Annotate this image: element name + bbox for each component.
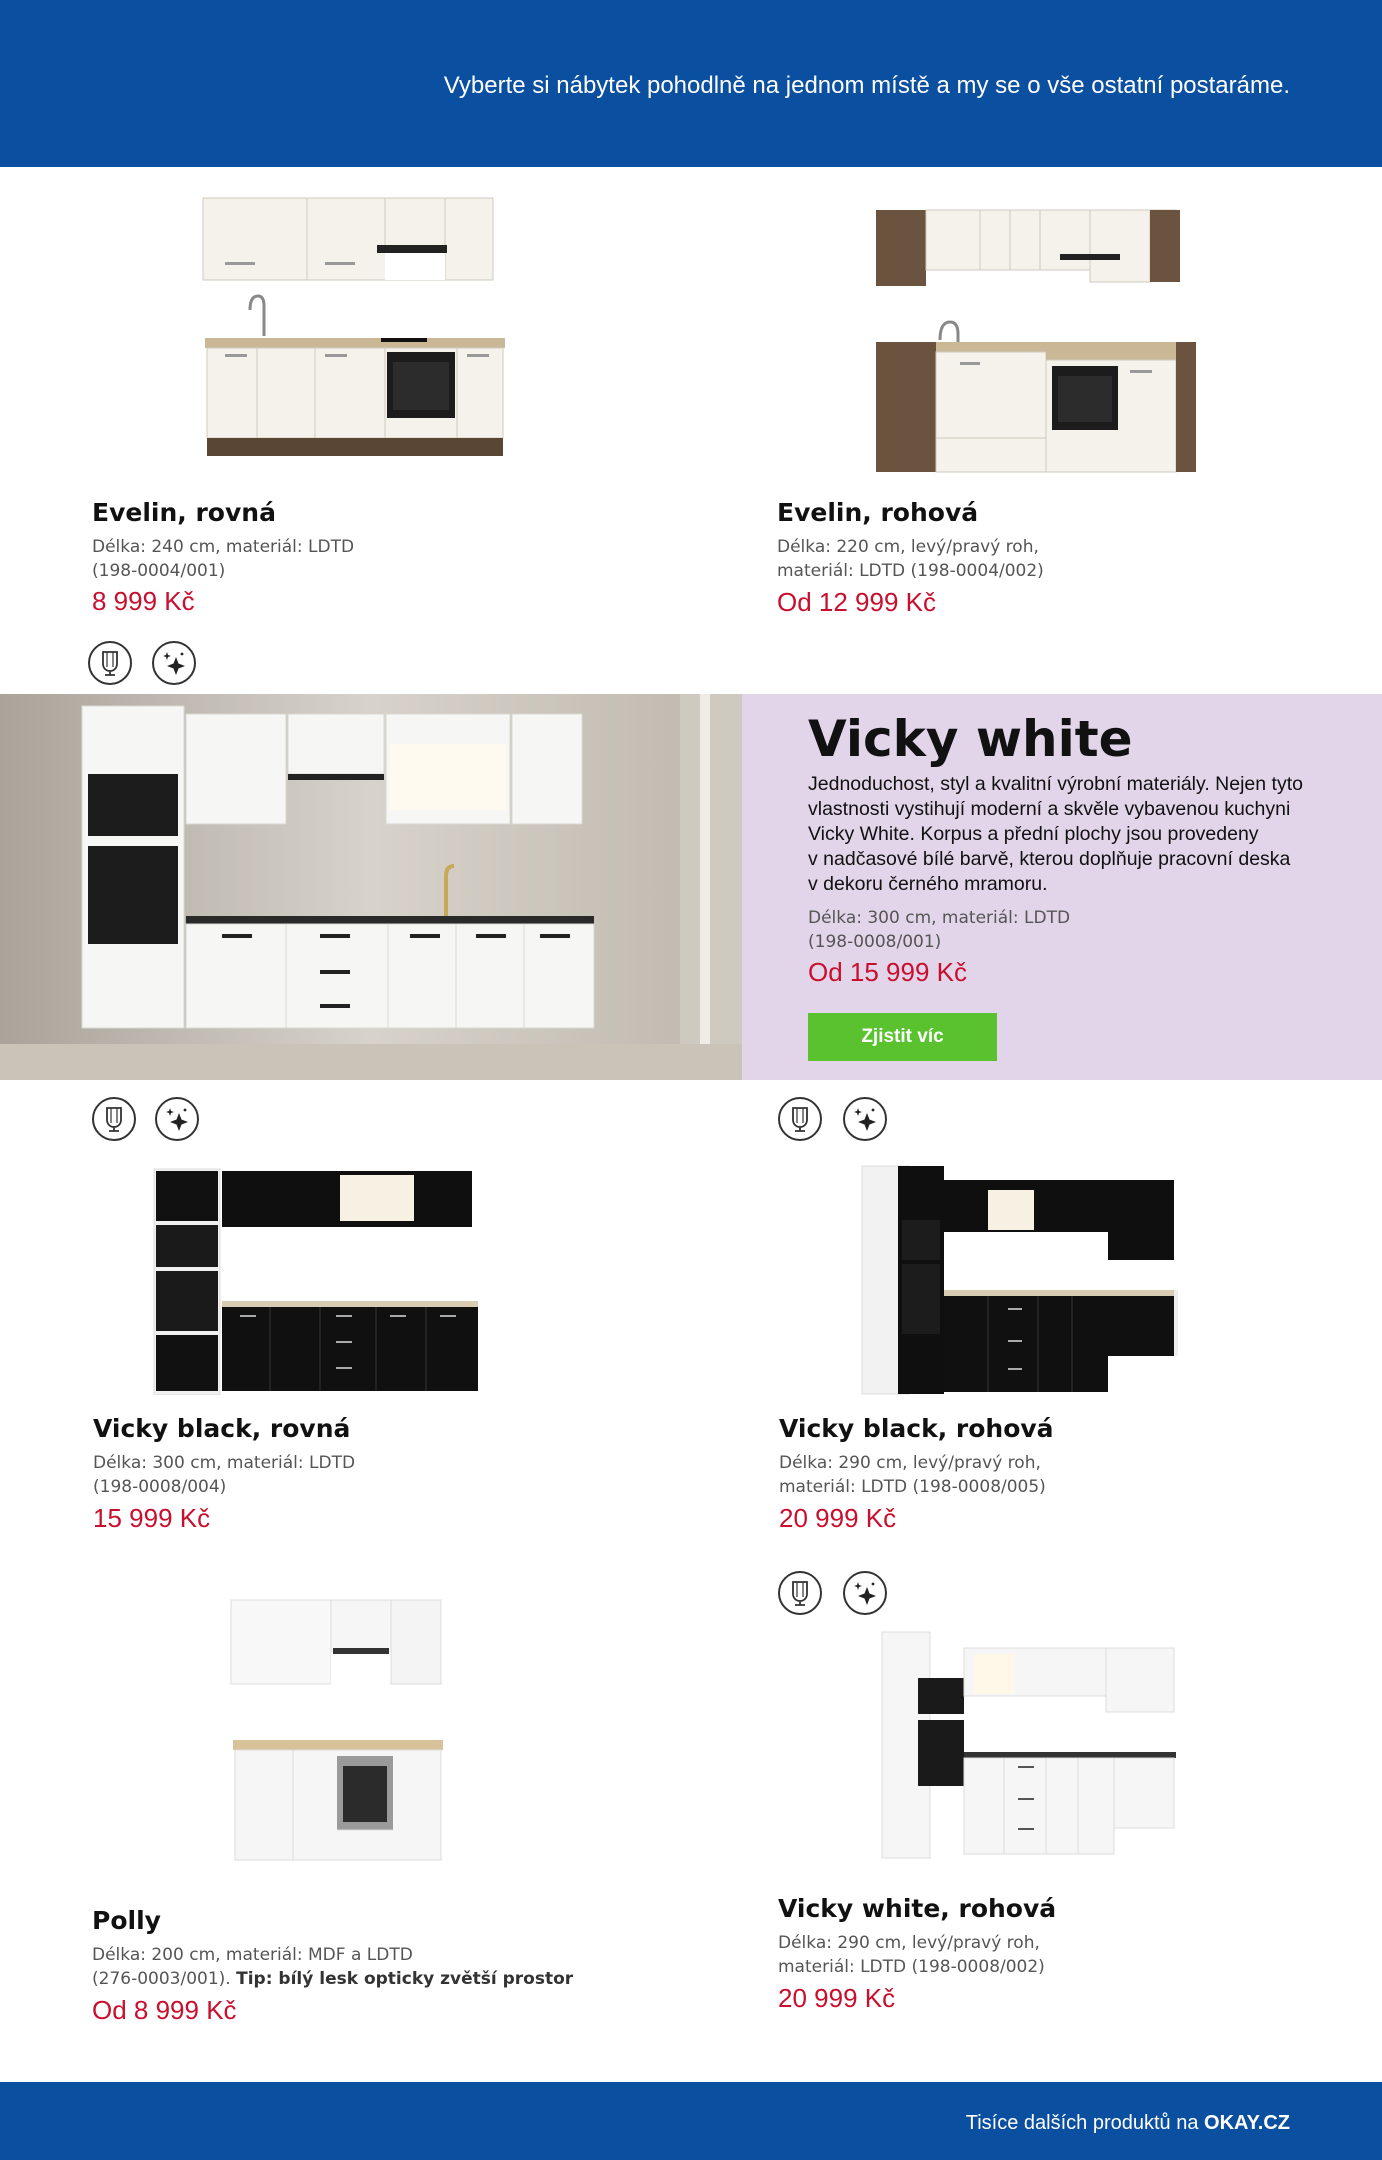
promo-description [808,772,1328,897]
product-image-polly[interactable] [225,1592,455,1876]
product-image-vicky-white-rohova[interactable] [878,1628,1178,1872]
product-desc-line: Délka: 290 cm, levý/pravý roh, [778,1933,1040,1953]
product-desc-line: Délka: 200 cm, materiál: MDF a LDTD [92,1945,413,1965]
header-tagline: Vyberte si nábytek pohodlně na jednom místě a my se o vše ostatní postaráme. [443,72,1290,99]
promo-image-vicky-white[interactable] [0,694,742,1080]
product-price: 8 999 Kč [92,586,195,616]
product-desc-line: Délka: 290 cm, levý/pravý roh, [779,1453,1041,1473]
glass-icon [778,1097,822,1141]
product-description [779,1451,1046,1499]
product-desc-line: (198-0008/004) [93,1477,227,1497]
product-desc-line: Délka: 300 cm, materiál: LDTD [93,1453,356,1473]
promo-price: Od 15 999 Kč [808,957,967,987]
glass-icon [88,641,132,685]
product-desc-line: (198-0004/001) [92,561,226,581]
product-description [777,535,1044,583]
product-title[interactable]: Vicky black, rovná [93,1414,351,1443]
product-title[interactable]: Evelin, rovná [92,498,276,527]
product-desc-line [92,1967,573,1991]
product-desc-line: materiál: LDTD (198-0008/005) [779,1477,1046,1497]
footer-text: Tisíce dalších produktů na [965,2112,1199,2134]
sparkle-icon [843,1571,887,1615]
product-price: Od 8 999 Kč [92,1995,237,2025]
promo-text-line: Jednoduchost, styl a kvalitní výrobní materiály. Nejen tyto [808,773,1303,795]
promo-text-line: vlastnosti vystihují moderní a skvěle vybavenou kuchyni [808,798,1291,820]
product-price: 20 999 Kč [778,1983,896,2013]
product-image-vicky-black-rovna[interactable] [150,1165,480,1399]
promo-text-line: v dekoru černého mramoru. [808,873,1048,895]
product-title[interactable]: Polly [92,1906,161,1935]
product-title[interactable]: Evelin, rohová [777,498,979,527]
product-desc-line: Délka: 240 cm, materiál: LDTD [92,537,355,557]
product-title[interactable]: Vicky white, rohová [778,1894,1057,1923]
product-description [93,1451,355,1499]
product-image-vicky-black-rohova[interactable] [858,1160,1178,1404]
product-description [92,535,354,583]
glass-icon [778,1571,822,1615]
sparkle-icon [152,641,196,685]
promo-desc-line: Délka: 300 cm, materiál: LDTD [808,908,1071,928]
product-tip: Tip: bílý lesk opticky zvětší prostor [236,1969,574,1989]
promo-desc-line: (198-0008/001) [808,932,942,952]
learn-more-button[interactable]: Zjistit víc [808,1013,997,1061]
product-code: (276-0003/001). [92,1969,231,1989]
product-image-evelin-rohova[interactable] [860,200,1200,484]
product-price: Od 12 999 Kč [777,587,936,617]
footer-brand[interactable]: OKAY.CZ [1204,2112,1290,2134]
product-desc-line: Délka: 220 cm, levý/pravý roh, [777,537,1039,557]
promo-specs [808,906,1070,954]
product-title[interactable]: Vicky black, rohová [779,1414,1054,1443]
promo-text-line: v nadčasové bílé barvě, kterou doplňuje pracovní deska [808,848,1291,870]
product-description [92,1943,573,1991]
product-price: 15 999 Kč [93,1503,211,1533]
product-desc-line: materiál: LDTD (198-0008/002) [778,1957,1045,1977]
header-bar [0,0,1382,167]
footer-bar [0,2082,1382,2160]
promo-title[interactable]: Vicky white [808,710,1133,768]
product-desc-line: materiál: LDTD (198-0004/002) [777,561,1044,581]
product-price: 20 999 Kč [779,1503,897,1533]
sparkle-icon [843,1097,887,1141]
footer-link[interactable] [966,2112,1290,2135]
product-image-evelin-rovna[interactable] [195,190,515,474]
promo-text-line: Vicky White. Korpus a přední plochy jsou provedeny [808,823,1259,845]
sparkle-icon [155,1097,199,1141]
product-description [778,1931,1045,1979]
glass-icon [92,1097,136,1141]
